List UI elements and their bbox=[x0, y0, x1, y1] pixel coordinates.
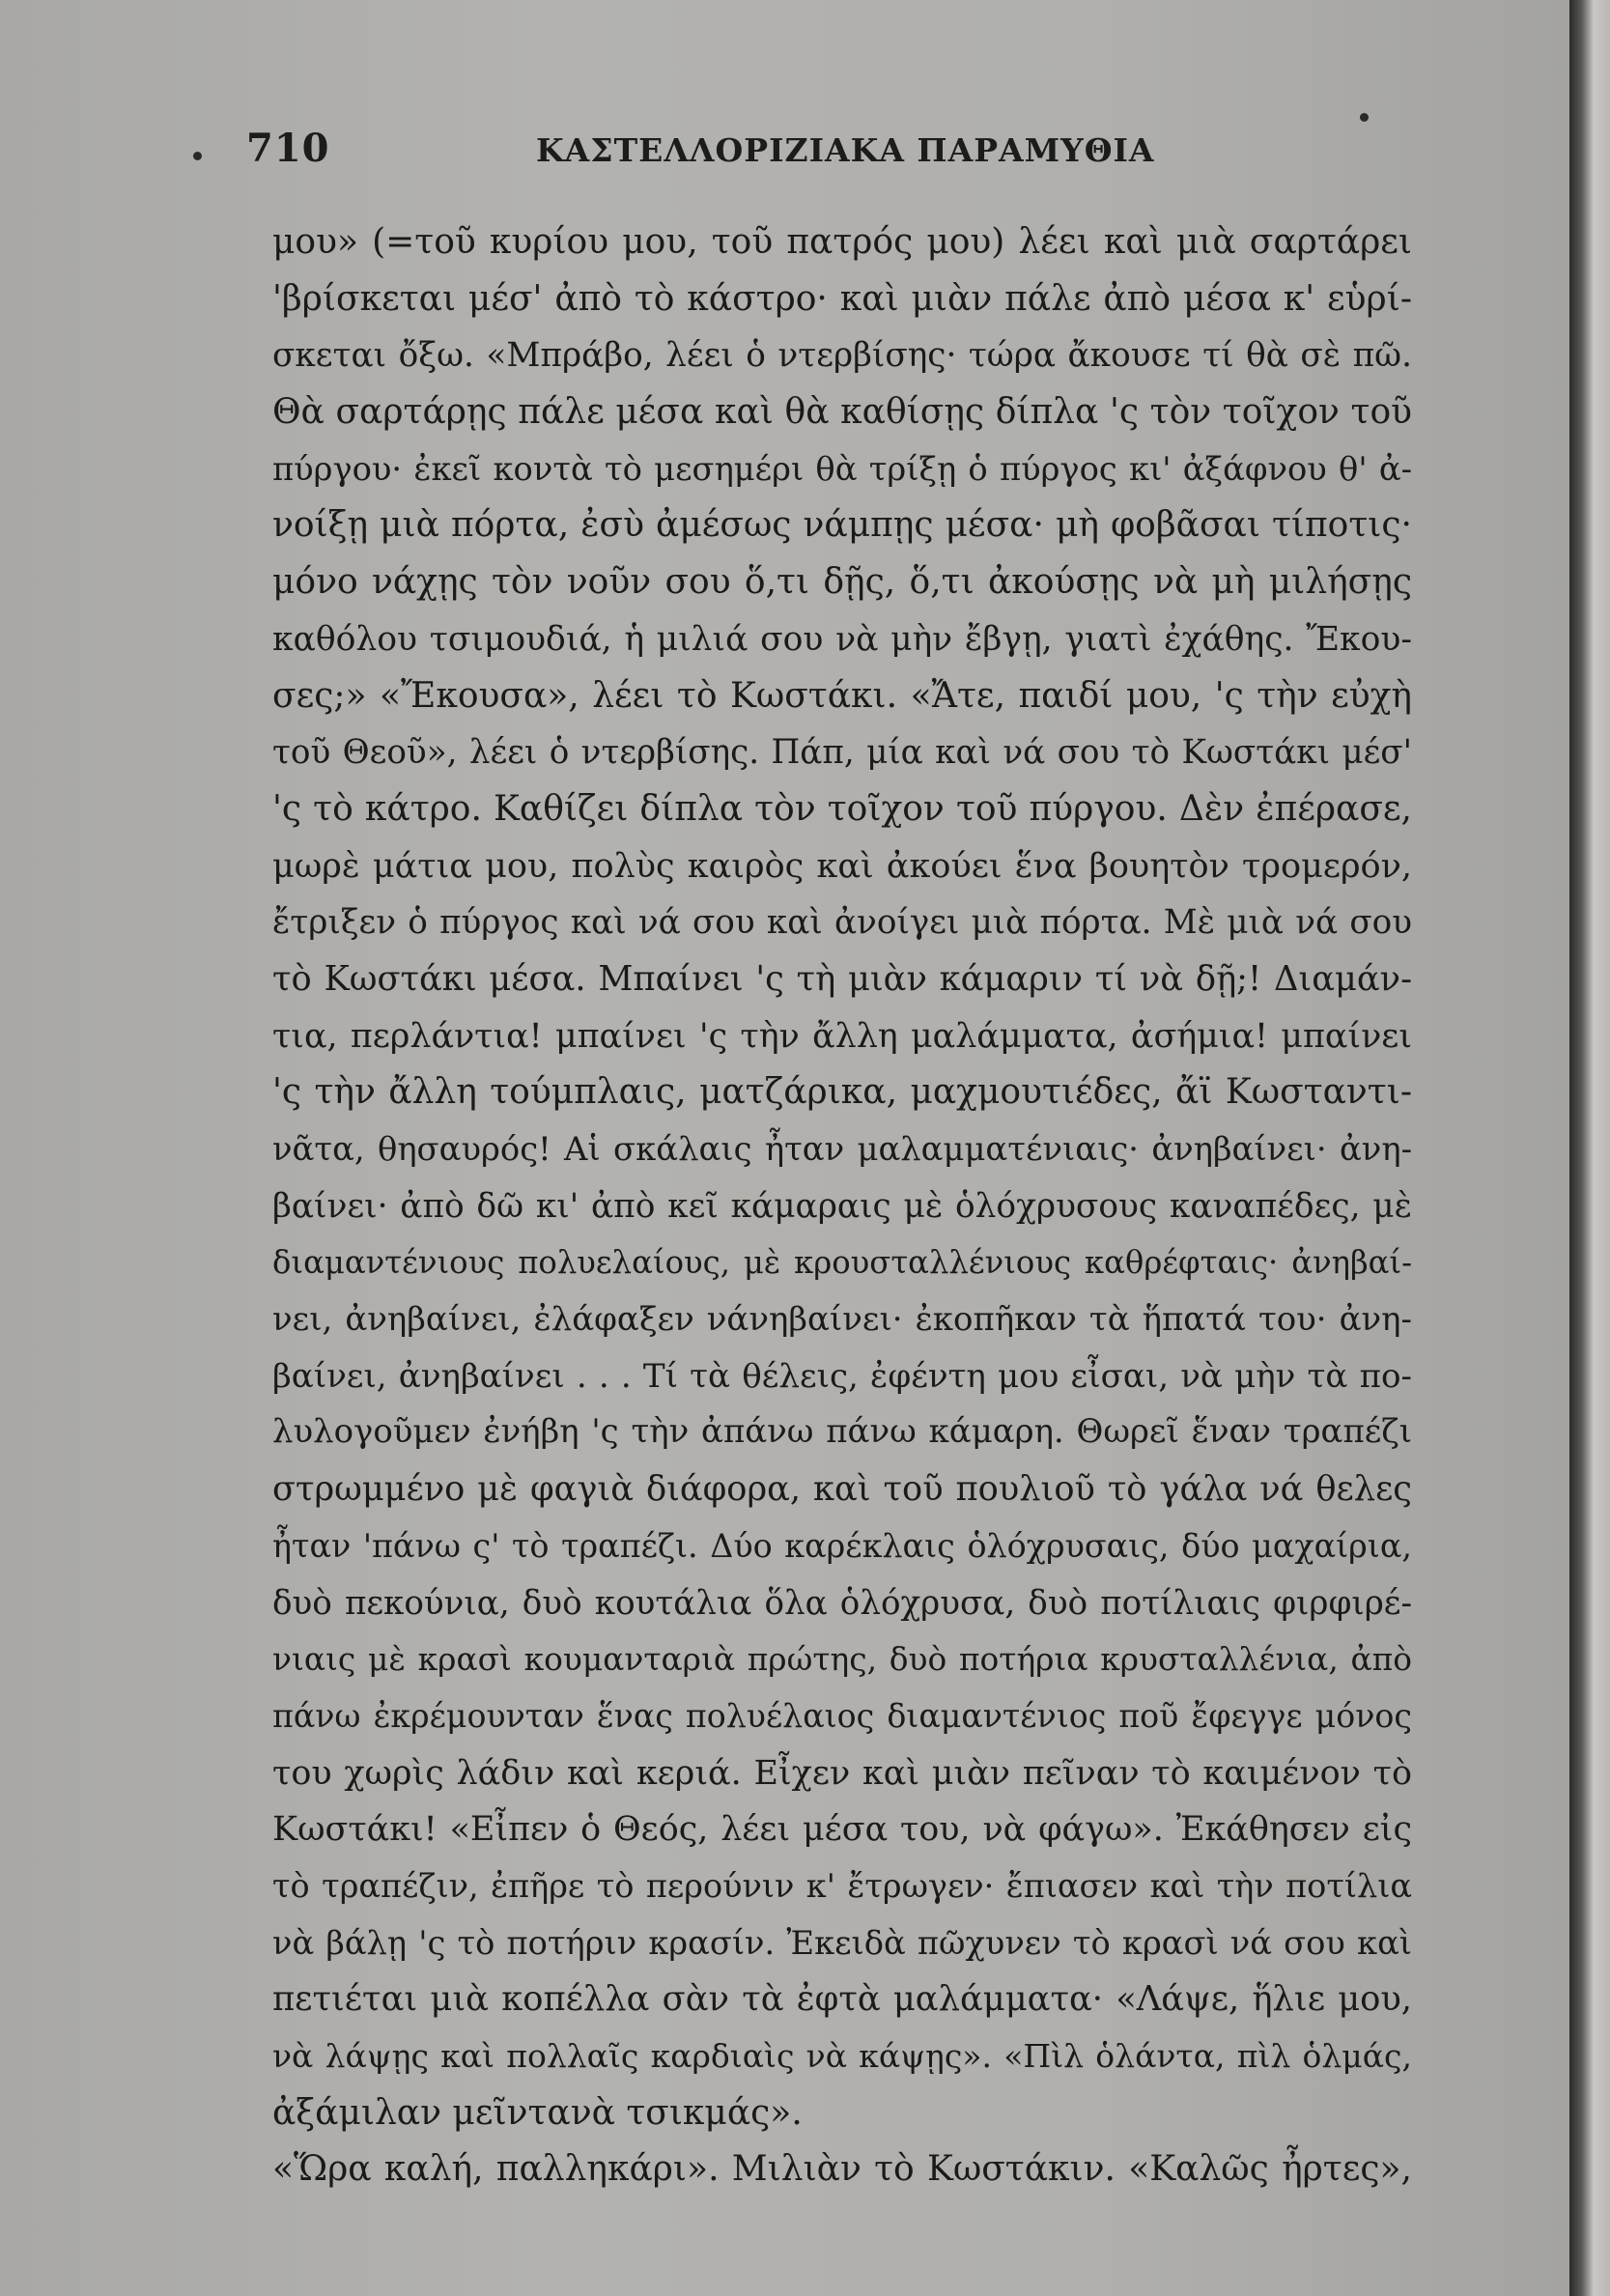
text-line: τὸ Κωστάκι μέσα. Μπαίνει 'ς τὴ μιὰν κάμαριν τί νὰ δῇ;! Διαμάν- bbox=[272, 958, 1412, 999]
text-line: νιαις μὲ κρασὶ κουμανταριὰ πρώτης, δυὸ ποτήρια κρυσταλλένια, ἀπὸ bbox=[272, 1641, 1412, 1679]
text-line: Θὰ σαρτάρῃς πάλε μέσα καὶ θὰ καθίσῃς δίπλα 'ς τὸν τοῖχον τοῦ bbox=[272, 392, 1412, 433]
text-line: δυὸ πεκούνια, δυὸ κουτάλια ὅλα ὁλόχρυσα, δυὸ ποτίλιαις φιρφιρέ- bbox=[272, 1583, 1412, 1623]
text-line: σκεται ὄξω. «Μπράβο, λέει ὁ ντερβίσης· τώρα ἄκουσε τί θὰ σὲ πῶ. bbox=[272, 336, 1412, 376]
text-line: λυλογοῦμεν ἐνήβη 'ς τὴν ἀπάνω πάνω κάμαρη. Θωρεῖ ἕναν τραπέζι bbox=[272, 1413, 1412, 1452]
page-number: 710 bbox=[246, 126, 330, 171]
body-text bbox=[272, 214, 1412, 2198]
text-line: μόνο νάχῃς τὸν νοῦν σου ὅ,τι δῇς, ὅ,τι ἀκούσῃς νὰ μὴ μιλήσῃς bbox=[272, 562, 1412, 603]
text-line: βαίνει, ἀνηβαίνει . . . Τί τὰ θέλεις, ἐφέντη μου εἶσαι, νὰ μὴν τὰ πο- bbox=[272, 1356, 1412, 1396]
text-line: ἀξάμιλαν μεῖντανὰ τσικμάς». bbox=[272, 2092, 803, 2133]
text-line: Κωστάκι! «Εἶπεν ὁ Θεός, λέει μέσα του, νὰ φάγω». Ἐκάθησεν εἰς bbox=[272, 1810, 1412, 1850]
text-line: τοῦ Θεοῦ», λέει ὁ ντερβίσης. Πάπ, μία καὶ νά σου τὸ Κωστάκι μέσ' bbox=[272, 733, 1412, 773]
text-line: νοίξῃ μιὰ πόρτα, ἐσὺ ἀμέσως νάμπῃς μέσα· μὴ φοβᾶσαι τίποτις· bbox=[272, 505, 1412, 546]
text-line: νει, ἀνηβαίνει, ἐλάφαξεν νάνηβαίνει· ἐκοπῆκαν τὰ ἥπατά του· ἀνη- bbox=[272, 1300, 1412, 1340]
text-line: μωρὲ μάτια μου, πολὺς καιρὸς καὶ ἀκούει ἕνα βουητὸν τρομερόν, bbox=[272, 846, 1412, 886]
running-title: ΚΑΣΤΕΛΛΟΡΙΖΙΑΚΑ ΠΑΡΑΜΥΘΙΑ bbox=[536, 131, 1155, 169]
text-line: 'ς τὴν ἄλλη τούμπλαις, ματζάρικα, μαχμουτιέδες, ἄϊ Κωσταντι- bbox=[272, 1072, 1412, 1113]
printer-mark-left bbox=[193, 152, 202, 160]
page-header bbox=[246, 126, 1386, 184]
text-line: «Ὥρα καλή, παλληκάρι». Μιλιὰν τὸ Κωστάκιν. «Καλῶς ἦρτες», bbox=[272, 2149, 1412, 2190]
text-line: διαμαντένιους πολυελαίους, μὲ κρουσταλλένιους καθρέφταις· ἀνηβαί- bbox=[272, 1244, 1412, 1282]
text-line: νὰ λάψῃς καὶ πολλαῖς καρδιαὶς νὰ κάψῃς». «Πὶλ ὁλάντα, πὶλ ὁλμάς, bbox=[272, 2037, 1412, 2075]
text-line: 'ς τὸ κάτρο. Καθίζει δίπλα τὸν τοῖχον τοῦ πύργου. Δὲν ἐπέρασε, bbox=[272, 788, 1412, 829]
text-line: πάνω ἐκρέμουνταν ἕνας πολυέλαιος διαμαντένιος ποῦ ἔφεγγε μόνος bbox=[272, 1696, 1412, 1735]
text-line: καθόλου τσιμουδιά, ἡ μιλιά σου νὰ μὴν ἔβγῃ, γιατὶ ἐχάθης. Ἔκου- bbox=[272, 619, 1412, 659]
text-line: ἦταν 'πάνω ς' τὸ τραπέζι. Δύο καρέκλαις ὁλόχρυσαις, δύο μαχαίρια, bbox=[272, 1526, 1412, 1565]
text-line: τὸ τραπέζιν, ἐπῆρε τὸ περούνιν κ' ἔτρωγεν· ἔπιασεν καὶ τὴν ποτίλια bbox=[272, 1866, 1412, 1905]
text-line: ἔτριξεν ὁ πύργος καὶ νά σου καὶ ἀνοίγει μιὰ πόρτα. Μὲ μιὰ νά σου bbox=[272, 903, 1412, 943]
text-line: πετιέται μιὰ κοπέλλα σὰν τὰ ἐφτὰ μαλάμματα· «Λάψε, ἥλιε μου, bbox=[272, 1979, 1412, 2020]
text-line: νᾶτα, θησαυρός! Αἱ σκάλαις ἦταν μαλαμματένιαις· ἀνηβαίνει· ἀνη- bbox=[272, 1130, 1412, 1168]
text-line: νὰ βάλῃ 'ς τὸ ποτήριν κρασίν. Ἐκειδὰ πῶχυνεν τὸ κρασὶ νά σου καὶ bbox=[272, 1923, 1412, 1962]
text-line: τια, περλάντια! μπαίνει 'ς τὴν ἄλλη μαλάμματα, ἀσήμια! μπαίνει bbox=[272, 1016, 1412, 1056]
text-line: 'βρίσκεται μέσ' ἀπὸ τὸ κάστρο· καὶ μιὰν πάλε ἀπὸ μέσα κ' εὑρί- bbox=[272, 278, 1412, 319]
text-line: μου» (=τοῦ κυρίου μου, τοῦ πατρός μου) λέει καὶ μιὰ σαρτάρει bbox=[272, 222, 1412, 262]
text-line: στρωμμένο μὲ φαγιὰ διάφορα, καὶ τοῦ πουλιοῦ τὸ γάλα νά θελες bbox=[272, 1469, 1412, 1510]
printer-mark-right bbox=[1360, 113, 1369, 122]
text-line: πύργου· ἐκεῖ κοντὰ τὸ μεσημέρι θὰ τρίξῃ ὁ πύργος κι' ἀξάφνου θ' ἀ- bbox=[272, 449, 1412, 488]
book-gutter bbox=[1569, 0, 1610, 2296]
text-line: του χωρὶς λάδιν καὶ κεριά. Εἶχεν καὶ μιὰν πεῖναν τὸ καιμένον τὸ bbox=[272, 1753, 1412, 1793]
text-line: βαίνει· ἀπὸ δῶ κι' ἀπὸ κεῖ κάμαραις μὲ ὁλόχρυσους καναπέδες, μὲ bbox=[272, 1186, 1412, 1226]
text-line: σες;» «Ἔκουσα», λέει τὸ Κωστάκι. «Ἄτε, παιδί μου, 'ς τὴν εὐχὴ bbox=[272, 675, 1412, 716]
